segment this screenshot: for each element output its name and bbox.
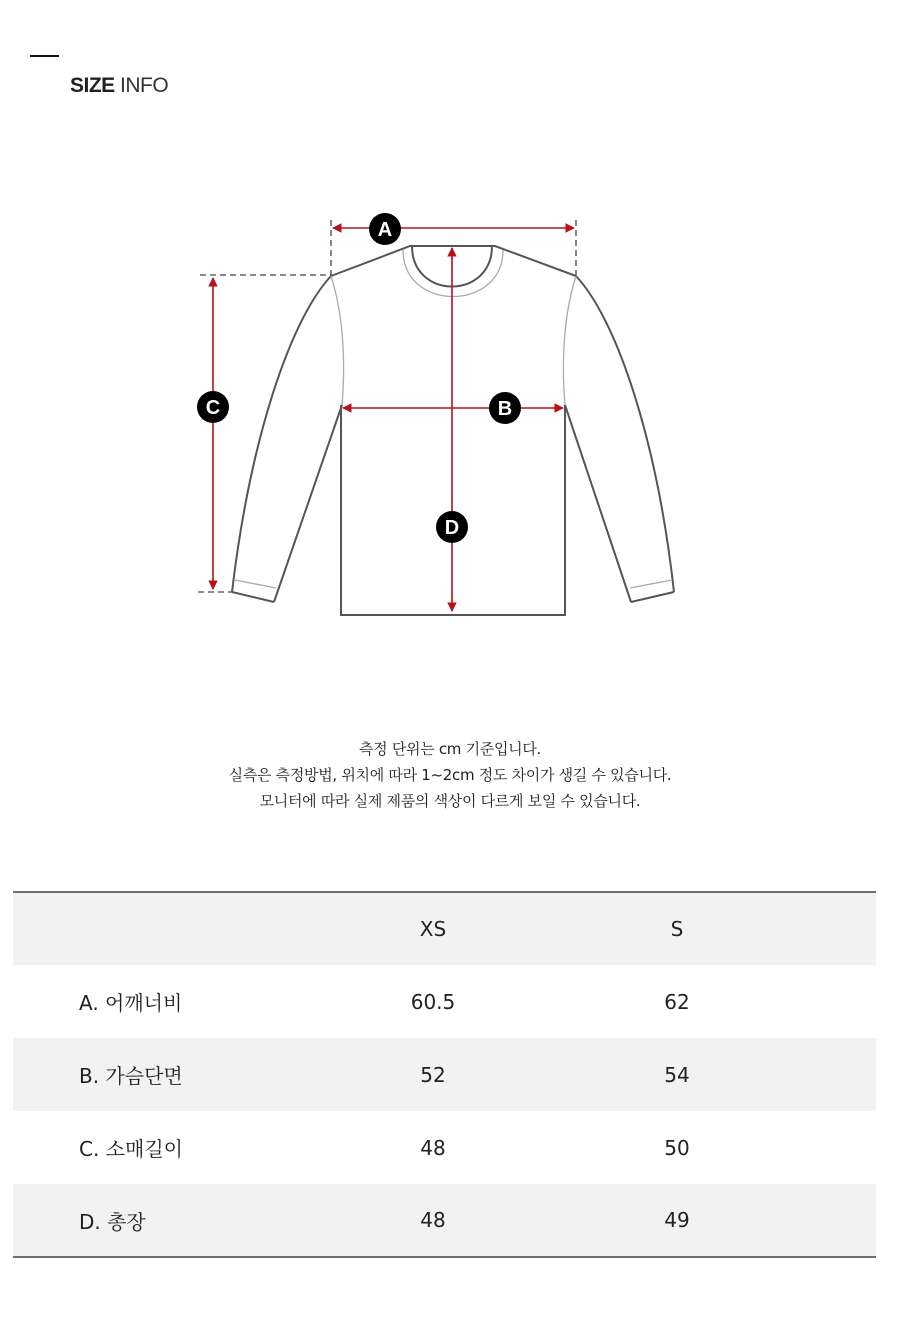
svg-text:B: B <box>497 398 513 420</box>
sweatshirt-outline <box>232 246 674 615</box>
table-row <box>13 1184 876 1257</box>
svg-text:D: D <box>444 517 460 539</box>
marker-c <box>197 391 229 423</box>
row-value-s: 54 <box>664 1062 690 1087</box>
title-bold: SIZE <box>70 74 115 97</box>
row-value-xs: 48 <box>420 1208 446 1232</box>
size-table <box>13 891 876 1258</box>
table-row <box>13 965 876 1038</box>
note-line: 실측은 측정방법, 위치에 따라 1~2cm 정도 차이가 생길 수 있습니다. <box>228 766 672 784</box>
marker-a <box>369 213 401 245</box>
measurement-lines <box>213 228 574 611</box>
row-label: D. 총장 <box>79 1209 146 1234</box>
row-label: A. 어깨너비 <box>79 991 183 1015</box>
table-header-row <box>13 892 876 965</box>
header-cell-label <box>13 892 313 965</box>
marker-b <box>489 392 521 424</box>
header-cell-pad <box>801 892 876 965</box>
svg-text:A: A <box>377 219 393 241</box>
table-row <box>13 1111 876 1184</box>
row-value-s: 50 <box>664 1135 690 1160</box>
row-value-xs: 48 <box>420 1135 446 1160</box>
title-light: INFO <box>114 74 169 97</box>
measurement-notes <box>0 736 900 814</box>
header-cell-xs: XS <box>419 917 447 941</box>
row-value-s: 49 <box>664 1208 690 1232</box>
table-row <box>13 1038 876 1111</box>
note-line: 모니터에 따라 실제 제품의 색상이 다르게 보일 수 있습니다. <box>259 792 641 810</box>
row-value-xs: 52 <box>420 1062 446 1087</box>
row-label: B. 가슴단면 <box>79 1064 183 1088</box>
row-label: C. 소매길이 <box>79 1137 183 1161</box>
row-value-xs: 60.5 <box>410 989 456 1014</box>
svg-text:C: C <box>205 397 221 419</box>
note-line: 측정 단위는 cm 기준입니다. <box>358 740 542 758</box>
marker-d <box>436 511 468 543</box>
header-cell-s: S <box>670 917 684 941</box>
row-value-s: 62 <box>664 989 690 1014</box>
